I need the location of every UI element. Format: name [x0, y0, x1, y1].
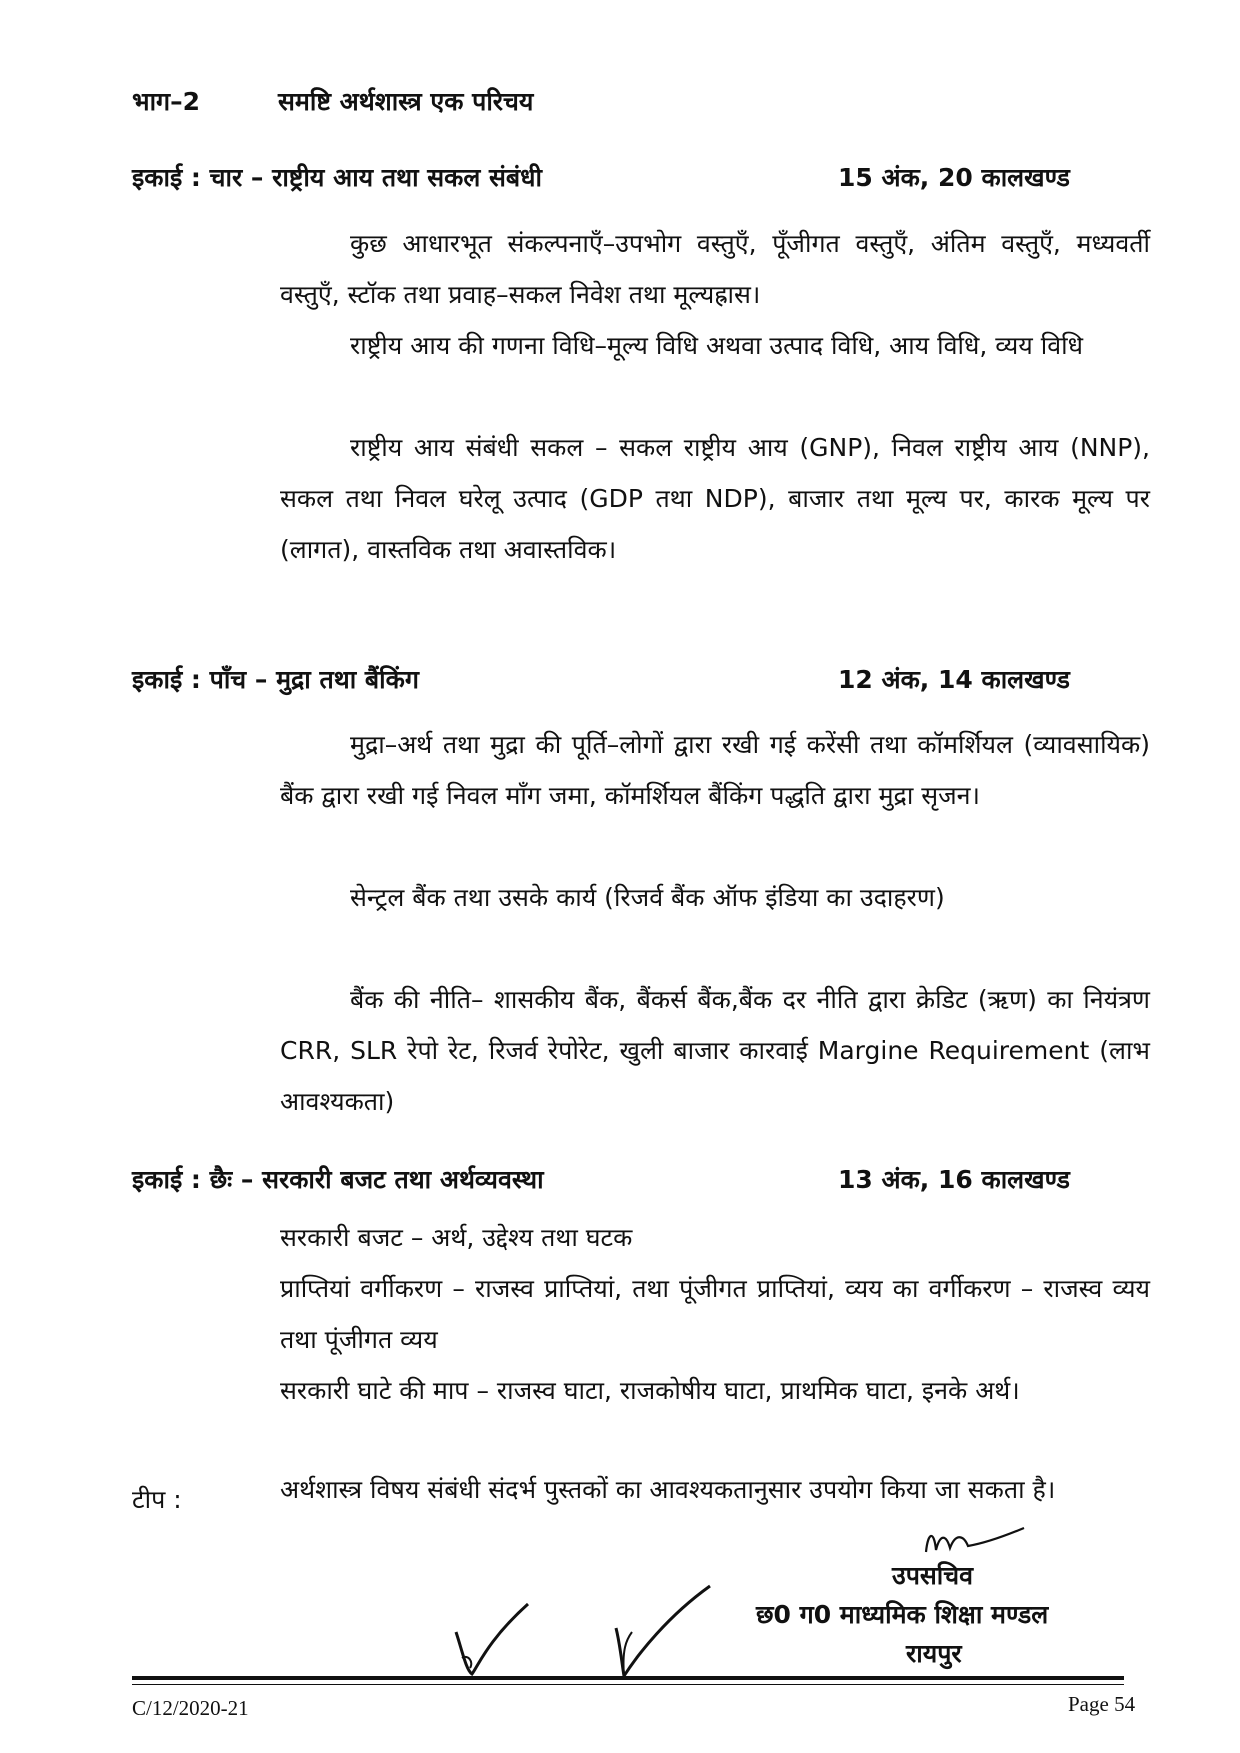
signatory-city: रायपुर: [906, 1639, 962, 1668]
unit-4-para-2: राष्ट्रीय आय की गणना विधि–मूल्य विधि अथवा उत्पाद विधि, आय विधि, व्यय विधि: [350, 331, 1083, 360]
unit-5-marks: 12 अंक, 14 कालखण्ड: [838, 665, 1070, 694]
unit-4-heading: इकाई : चार – राष्ट्रीय आय तथा सकल संबंधी: [132, 163, 543, 192]
signature-mark: [920, 1522, 1030, 1562]
unit-5-para-2: सेन्ट्रल बैंक तथा उसके कार्य (रिजर्व बैंक ऑफ इंडिया का उदाहरण): [350, 883, 945, 912]
unit-5-para-3: बैंक की नीति– शासकीय बैंक, बैंकर्स बैंक,बैंक दर नीति द्वारा क्रेडिट (ऋण) का नियंत्रण CRR, SLR रेपो रेट, रिजर्व रेपोरेट, खुली बाजार कारवाई Margine Requirement (लाभ आवश्यकता): [280, 985, 1150, 1116]
unit-6-heading: इकाई : छैः – सरकारी बजट तथा अर्थव्यवस्था: [132, 1165, 544, 1194]
unit-6-para-3: सरकारी घाटे की माप – राजस्व घाटा, राजकोषीय घाटा, प्राथमिक घाटा, इनके अर्थ।: [280, 1376, 1020, 1405]
note-label: टीप :: [132, 1485, 182, 1514]
part-label: भाग–2: [132, 87, 201, 116]
unit-4-para-3: राष्ट्रीय आय संबंधी सकल – सकल राष्ट्रीय आय (GNP), निवल राष्ट्रीय आय (NNP), सकल तथा निवल घरेलू उत्पाद (GDP तथा NDP), बाजार तथा मूल्य पर, कारक मूल्य पर (लागत), वास्तविक तथा अवास्तविक।: [280, 433, 1150, 564]
unit-6-para-1: सरकारी बजट – अर्थ, उद्देश्य तथा घटक: [280, 1223, 633, 1252]
unit-5-heading: इकाई : पाँच – मुद्रा तथा बैंकिंग: [132, 665, 419, 694]
part-title: समष्टि अर्थशास्त्र एक परिचय: [278, 87, 534, 116]
page-number: Page 54: [1068, 1692, 1136, 1716]
unit-6-para-2: प्राप्तियां वर्गीकरण – राजस्व प्राप्तियां, तथा पूंजीगत प्राप्तियां, व्यय का वर्गीकरण – राजस्व व्यय तथा पूंजीगत व्यय: [280, 1274, 1150, 1354]
initial-marks: [448, 1580, 718, 1680]
footer-rule-thick: [132, 1676, 1124, 1680]
signatory-title: उपसचिव: [892, 1561, 974, 1590]
unit-4-marks: 15 अंक, 20 कालखण्ड: [838, 163, 1070, 192]
footer-code: C/12/2020-21: [132, 1696, 249, 1720]
unit-5-para-1: मुद्रा–अर्थ तथा मुद्रा की पूर्ति–लोगों द्वारा रखी गई करेंसी तथा कॉमर्शियल (व्यावसायिक) बैंक द्वारा रखी गई निवल माँग जमा, कॉमर्शियल बैंकिंग पद्धति द्वारा मुद्रा सृजन।: [280, 730, 1150, 810]
unit-4-para-1: कुछ आधारभूत संकल्पनाएँ–उपभोग वस्तुएँ, पूँजीगत वस्तुएँ, अंतिम वस्तुएँ, मध्यवर्ती वस्तुएँ, स्टॉक तथा प्रवाह–सकल निवेश तथा मूल्यह्रास।: [280, 229, 1150, 309]
note-text: अर्थशास्त्र विषय संबंधी संदर्भ पुस्तकों का आवश्यकतानुसार उपयोग किया जा सकता है।: [280, 1475, 1056, 1504]
footer-rule-thin: [132, 1684, 1124, 1685]
unit-6-marks: 13 अंक, 16 कालखण्ड: [838, 1165, 1070, 1194]
signatory-org: छ0 ग0 माध्यमिक शिक्षा मण्डल: [756, 1600, 1049, 1629]
